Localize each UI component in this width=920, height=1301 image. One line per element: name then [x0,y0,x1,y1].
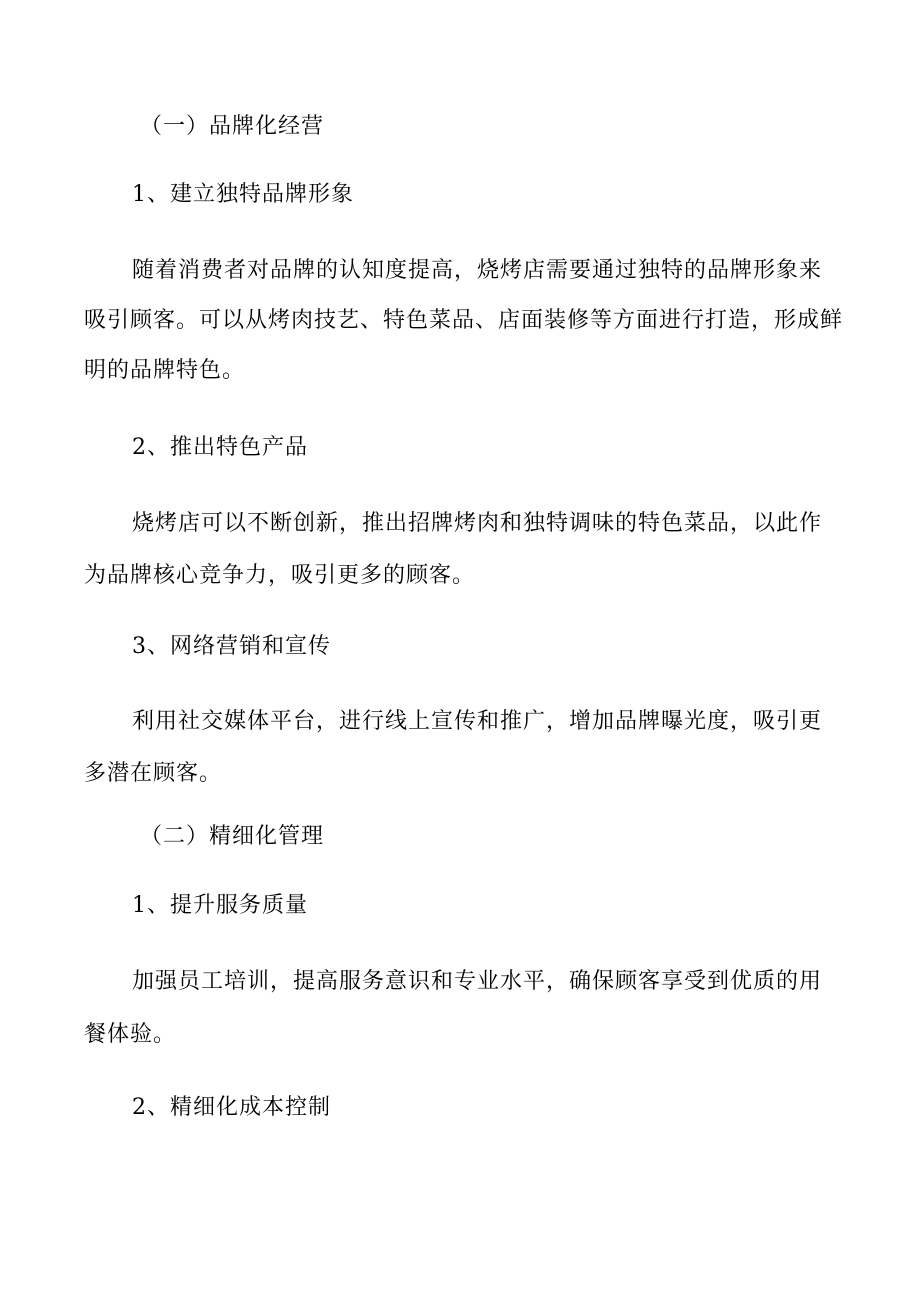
paragraph-line: 吸引顾客。可以从烤肉技艺、特色菜品、店面装修等方面进行打造，形成鲜 [84,308,844,333]
item-heading: 2、推出特色产品 [132,435,308,460]
paragraph-line: 为品牌核心竞争力，吸引更多的顾客。 [84,563,476,588]
item-heading: 1、提升服务质量 [132,893,308,918]
section-heading: （一）品牌化经营 [140,114,325,139]
item-heading: 2、精细化成本控制 [132,1095,331,1120]
paragraph-line: 餐体验。 [84,1022,177,1047]
item-heading: 3、网络营销和宣传 [132,634,331,659]
section-heading: （二）精细化管理 [140,824,325,849]
paragraph-line: 加强员工培训，提高服务意识和专业水平，确保顾客享受到优质的用 [132,969,823,994]
paragraph-line: 多潜在顾客。 [84,761,223,786]
paragraph-line: 明的品牌特色。 [84,358,246,383]
paragraph-line: 烧烤店可以不断创新，推出招牌烤肉和独特调味的特色菜品，以此作 [132,511,823,536]
paragraph-line: 随着消费者对品牌的认知度提高，烧烤店需要通过独特的品牌形象来 [132,258,823,283]
item-heading: 1、建立独特品牌形象 [132,182,354,207]
paragraph-line: 利用社交媒体平台，进行线上宣传和推广，增加品牌曝光度，吸引更 [132,709,823,734]
